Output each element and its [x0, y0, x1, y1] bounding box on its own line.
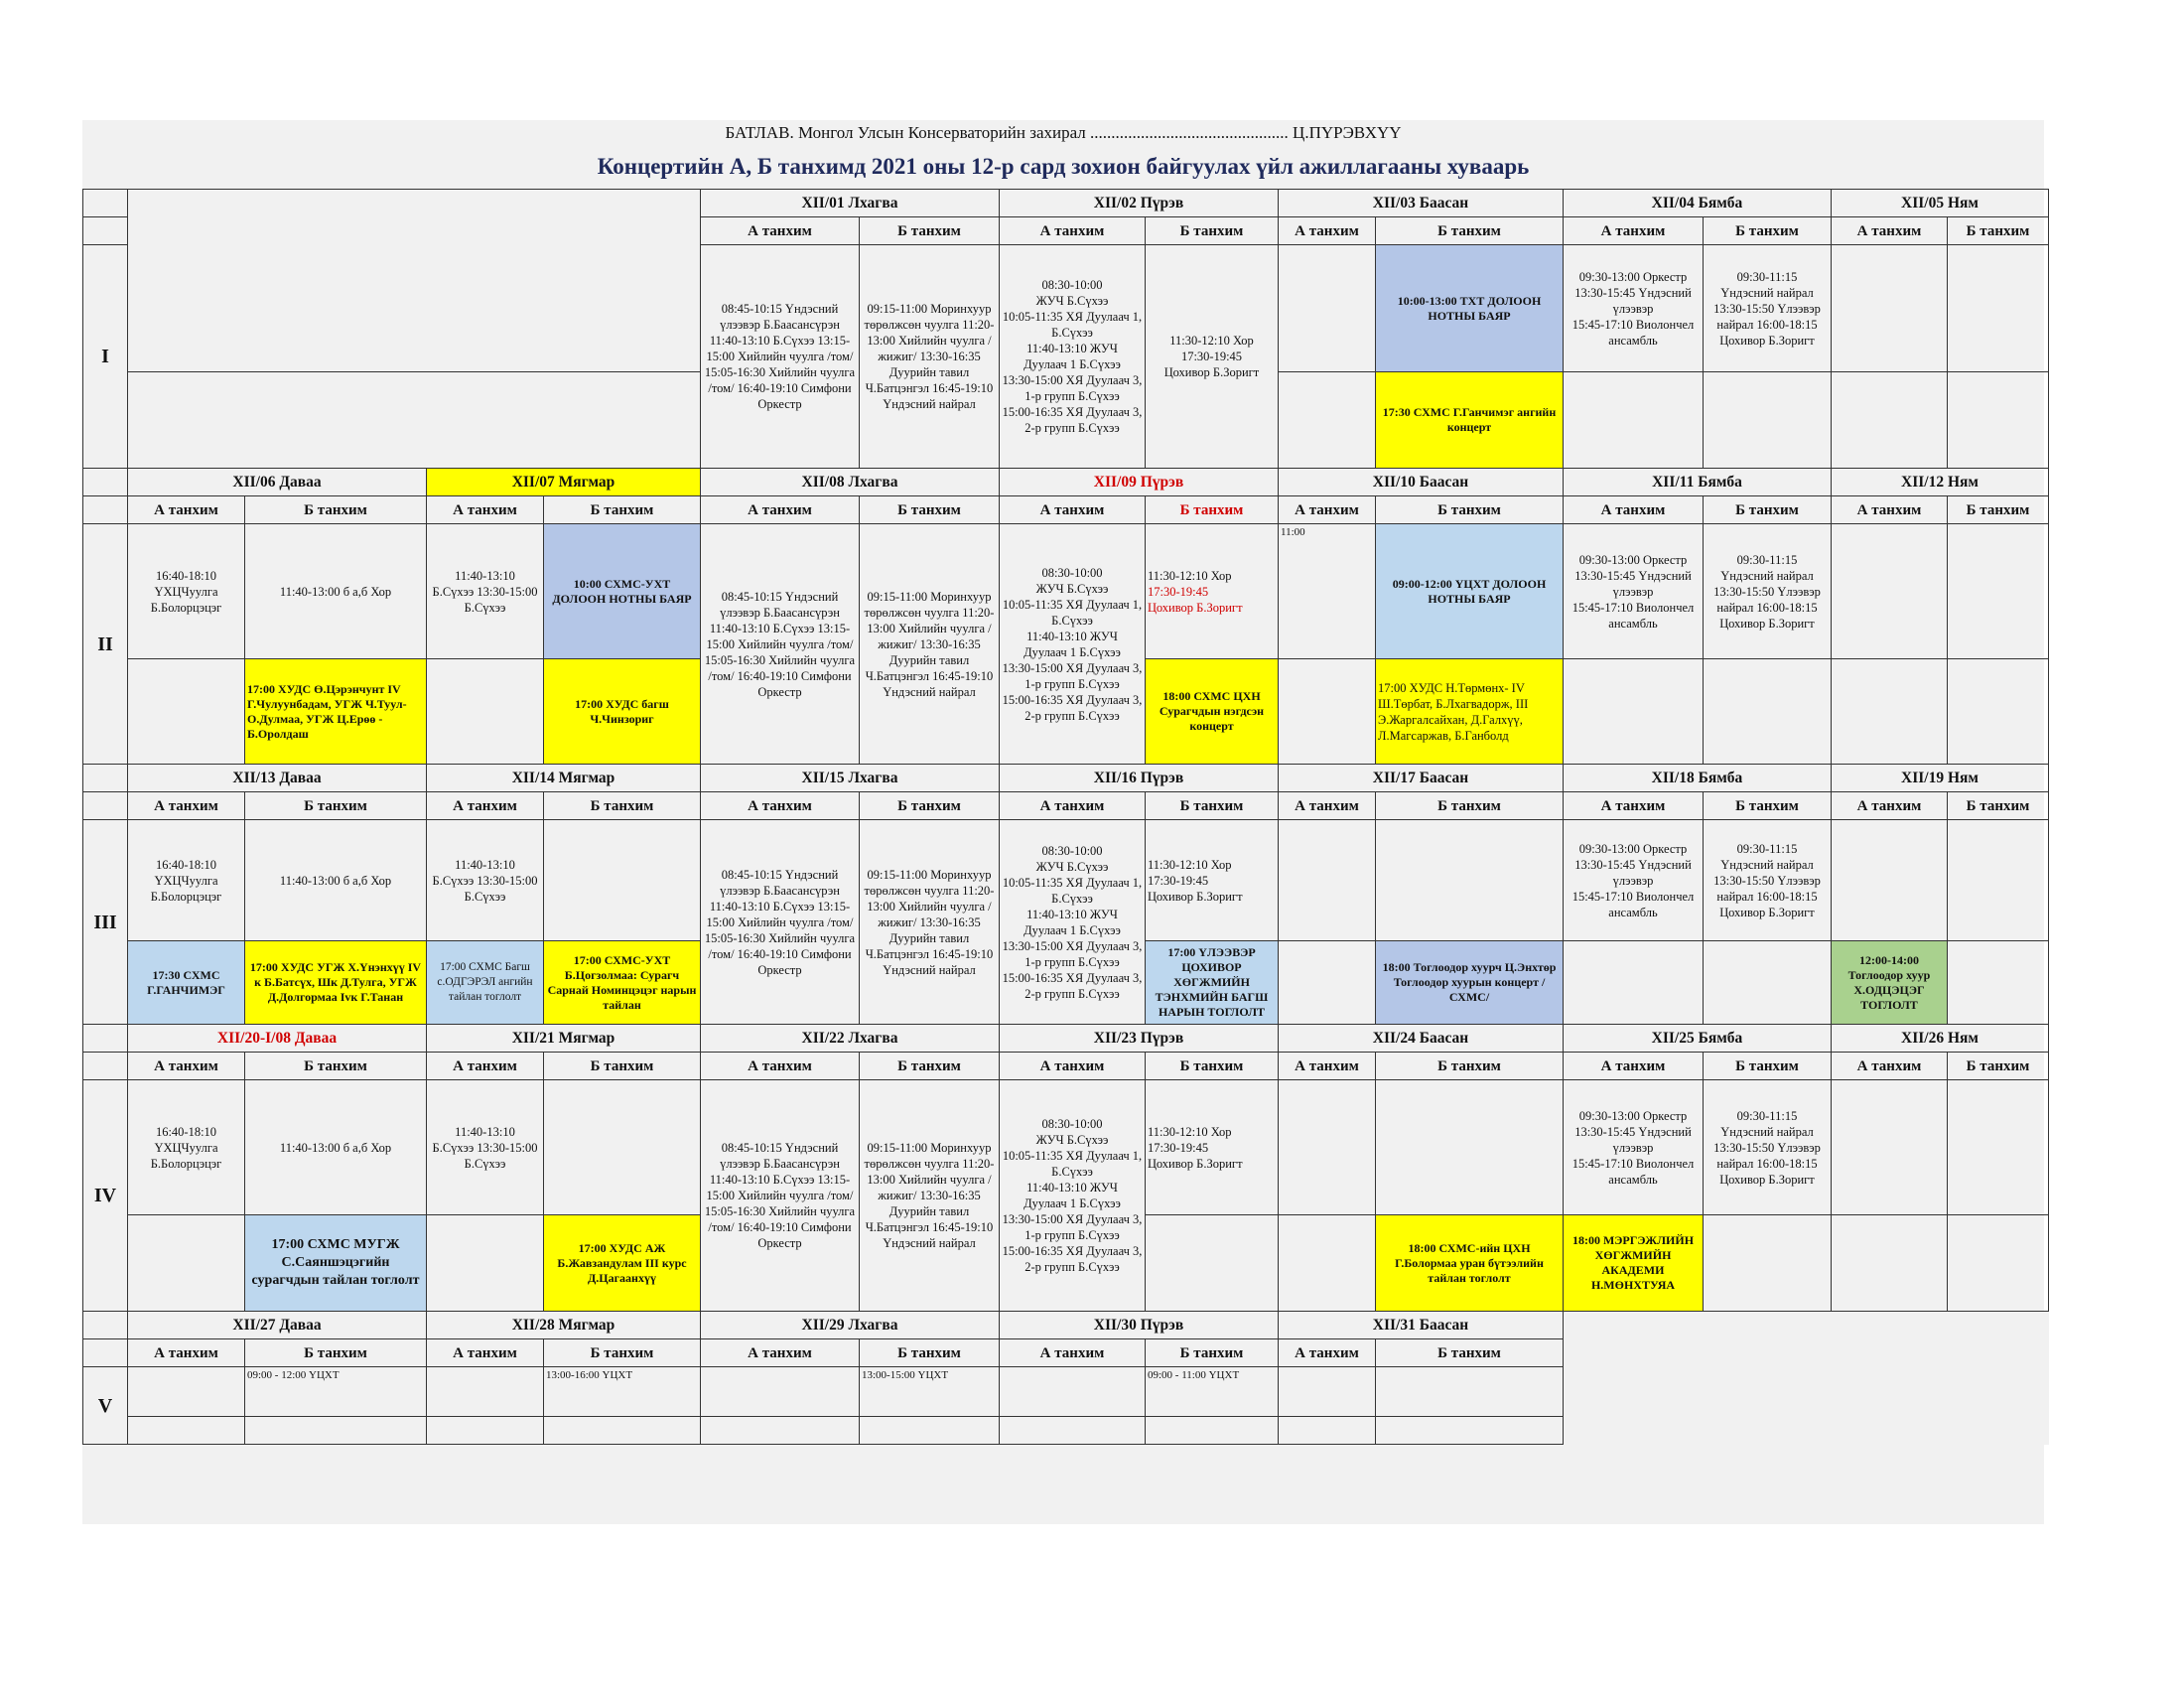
week-5-corner-2 — [83, 1339, 128, 1367]
hall-a-header: А танхим — [1564, 217, 1704, 245]
day-header: XII/20-I/08 Даваа — [128, 1025, 427, 1053]
hall-b-header: Б танхим — [245, 792, 427, 820]
hall-b-header: Б танхим — [1948, 217, 2049, 245]
schedule-cell: 09:30-13:00 Оркестр 13:30-15:45 Үндэсний үлээвэр 15:45-17:10 Виолончел ансамбль — [1564, 245, 1704, 372]
hall-b-header: Б танхим — [860, 1339, 1000, 1367]
schedule-cell: 11:40-13:10 Б.Сүхээ 13:30-15:00 Б.Сүхээ — [427, 820, 544, 941]
hall-a-header: А танхим — [427, 496, 544, 524]
day-header: XII/26 Ням — [1832, 1025, 2049, 1053]
schedule-cell — [1279, 1417, 1376, 1445]
day-header: XII/05 Ням — [1832, 190, 2049, 217]
schedule-cell — [1832, 245, 1948, 372]
week-1-corner — [83, 190, 128, 217]
schedule-cell — [1376, 1080, 1564, 1215]
hall-b-header: Б танхим — [1704, 1053, 1832, 1080]
schedule-cell: 09:15-11:00 Моринхуур төрөлжсөн чуулга 11:20-13:00 Хийлийн чуулга /жижиг/ 13:30-16:35 Дуурийн тавил Ч.Батцэнгэл 16:45-19:10 Үндэсний найрал — [860, 1080, 1000, 1312]
hall-a-header: А танхим — [1000, 1053, 1146, 1080]
hall-b-header: Б танхим — [1704, 792, 1832, 820]
day-header: XII/08 Лхагва — [701, 469, 1000, 496]
empty-area — [1564, 1312, 2049, 1445]
hall-a-header: А танхим — [1279, 1053, 1376, 1080]
hall-a-header: А танхим — [1832, 1053, 1948, 1080]
schedule-cell — [1948, 372, 2049, 469]
schedule-cell — [1704, 1215, 1832, 1312]
schedule-cell: 09:30-11:15 Үндэсний найрал 13:30-15:50 Үлээвэр найрал 16:00-18:15 Цохивор Б.Зоригт — [1704, 1080, 1832, 1215]
day-header: XII/10 Баасан — [1279, 469, 1564, 496]
hall-b-header: Б танхим — [860, 217, 1000, 245]
schedule-cell: 09:00 - 11:00 ҮЦХТ — [1146, 1367, 1279, 1417]
event-cell: 18:00 СХМС ЦХН Сурагчдын нэгдсэн концерт — [1146, 659, 1279, 765]
week-label: II — [83, 524, 128, 765]
week-4-corner — [83, 1025, 128, 1053]
schedule-cell — [128, 1215, 245, 1312]
schedule-cell — [427, 659, 544, 765]
day-header: XII/07 Мягмар — [427, 469, 701, 496]
approval-line: БАТЛАВ. Монгол Улсын Консерваторийн захирал ............................................... Ц.ПҮРЭВХҮҮ — [725, 123, 1402, 142]
schedule-cell — [544, 1080, 701, 1215]
hall-b-header: Б танхим — [544, 792, 701, 820]
schedule-cell — [1279, 245, 1376, 372]
event-cell: 17:00 ХУДС Н.Төрмөнх- IV Ш.Төрбат, Б.Лхагвадорж, III Э.Жаргалсайхан, Д.Галхүү, Л.Магсаржав, Б.Ганболд — [1376, 659, 1564, 765]
day-header: XII/09 Пүрэв — [1000, 469, 1279, 496]
schedule-cell: 16:40-18:10 ҮХЦЧуулга Б.Болорцэцэг — [128, 524, 245, 659]
day-header: XII/13 Даваа — [128, 765, 427, 792]
week-1-day-row — [83, 190, 2049, 217]
schedule-cell — [128, 1417, 245, 1445]
week-3-corner-2 — [83, 792, 128, 820]
hall-a-header: А танхим — [128, 792, 245, 820]
day-header: XII/06 Даваа — [128, 469, 427, 496]
day-header: XII/18 Бямба — [1564, 765, 1832, 792]
hall-b-header: Б танхим — [1376, 1339, 1564, 1367]
schedule-cell: 16:40-18:10 ҮХЦЧуулга Б.Болорцэцэг — [128, 820, 245, 941]
hall-b-header: Б танхим — [860, 792, 1000, 820]
day-header: XII/25 Бямба — [1564, 1025, 1832, 1053]
hall-a-header: А танхим — [128, 1339, 245, 1367]
week-4-slot-row-top — [83, 1080, 2049, 1215]
schedule-cell: 09:30-13:00 Оркестр 13:30-15:45 Үндэсний үлээвэр 15:45-17:10 Виолончел ансамбль — [1564, 1080, 1704, 1215]
week-5-corner — [83, 1312, 128, 1339]
hall-a-header: А танхим — [427, 1339, 544, 1367]
hall-a-header: А танхим — [1564, 496, 1704, 524]
hall-b-header: Б танхим — [1146, 496, 1279, 524]
schedule-cell — [1948, 1215, 2049, 1312]
schedule-cell: 08:30-10:00 ЖУЧ Б.Сүхээ 10:05-11:35 ХЯ Дуулаач 1, Б.Сүхээ 11:40-13:10 ЖУЧ Дуулаач 1 Б.Сүхээ 13:30-15:00 ХЯ Дуулаач 3, 1-р групп Б.Сүхээ 15:00-16:35 ХЯ Дуулаач 3, 2-р групп Б.Сүхээ — [1000, 1080, 1146, 1312]
schedule-cell — [1832, 524, 1948, 659]
event-cell: 17:30 СХМС Г.Ганчимэг ангийн концерт — [1376, 372, 1564, 469]
hall-a-header: А танхим — [1564, 792, 1704, 820]
event-cell: 17:00 ХУДС АЖ Б.Жавзандулам III курс Д.Цагаанхүү — [544, 1215, 701, 1312]
week-2-day-row — [83, 469, 2049, 496]
day-header: XII/31 Баасан — [1279, 1312, 1564, 1339]
hall-b-header: Б танхим — [1376, 217, 1564, 245]
schedule-cell — [1948, 524, 2049, 659]
schedule-cell: 09:30-11:15 Үндэсний найрал 13:30-15:50 Үлээвэр найрал 16:00-18:15 Цохивор Б.Зоригт — [1704, 245, 1832, 372]
schedule-cell: 08:45-10:15 Үндэсний үлээвэр Б.Баасансүрэн 11:40-13:10 Б.Сүхээ 13:15-15:00 Хийлийн чуулга /том/ 15:05-16:30 Хийлийн чуулга /том/ 16:40-19:10 Симфони Оркестр — [701, 245, 860, 469]
day-header: XII/19 Ням — [1832, 765, 2049, 792]
week-3-hall-row — [83, 792, 2049, 820]
hall-b-header: Б танхим — [1146, 1339, 1279, 1367]
hall-a-header: А танхим — [1279, 496, 1376, 524]
week-label: IV — [83, 1080, 128, 1312]
day-header: XII/14 Мягмар — [427, 765, 701, 792]
hall-a-header: А танхим — [701, 1339, 860, 1367]
week-2-corner — [83, 469, 128, 496]
schedule-cell: 08:30-10:00 ЖУЧ Б.Сүхээ 10:05-11:35 ХЯ Дуулаач 1, Б.Сүхээ 11:40-13:10 ЖУЧ Дуулаач 1 Б.Сүхээ 13:30-15:00 ХЯ Дуулаач 3, 1-р групп Б.Сүхээ 15:00-16:35 ХЯ Дуулаач 3, 2-р групп Б.Сүхээ — [1000, 820, 1146, 1025]
hall-a-header: А танхим — [701, 217, 860, 245]
schedule-cell — [1832, 1215, 1948, 1312]
hall-b-header: Б танхим — [544, 1339, 701, 1367]
schedule-cell — [427, 1367, 544, 1417]
hall-a-header: А танхим — [1000, 792, 1146, 820]
hall-b-header: Б танхим — [1376, 792, 1564, 820]
day-header: XII/23 Пүрэв — [1000, 1025, 1279, 1053]
week-2-corner-2 — [83, 496, 128, 524]
schedule-cell: 09:00 - 12:00 ҮЦХТ — [245, 1367, 427, 1417]
week-4-day-row — [83, 1025, 2049, 1053]
schedule-cell — [544, 1417, 701, 1445]
hall-b-header: Б танхим — [1704, 496, 1832, 524]
event-cell: 17:00 СХМС-УХТ Б.Цогзолмаа: Сурагч Сарнай Номинцэцэг нарын тайлан — [544, 941, 701, 1025]
schedule-cell — [1564, 372, 1704, 469]
hall-b-header: Б танхим — [1376, 1053, 1564, 1080]
schedule-cell — [1146, 1417, 1279, 1445]
schedule-cell — [1146, 524, 1279, 659]
hall-b-header: Б танхим — [1948, 496, 2049, 524]
schedule-cell: 08:45-10:15 Үндэсний үлээвэр Б.Баасансүрэн 11:40-13:10 Б.Сүхээ 13:15-15:00 Хийлийн чуулга /том/ 15:05-16:30 Хийлийн чуулга /том/ 16:40-19:10 Симфони Оркестр — [701, 1080, 860, 1312]
hall-b-header: Б танхим — [1146, 217, 1279, 245]
hall-a-header: А танхим — [1832, 217, 1948, 245]
hall-a-header: А танхим — [1832, 792, 1948, 820]
schedule-cell — [1948, 941, 2049, 1025]
schedule-cell: 11:30-12:10 Хор 17:30-19:45 Цохивор Б.Зоригт — [1146, 820, 1279, 941]
hall-b-header: Б танхим — [245, 1339, 427, 1367]
schedule-cell — [1564, 659, 1704, 765]
day-header: XII/15 Лхагва — [701, 765, 1000, 792]
day-header: XII/16 Пүрэв — [1000, 765, 1279, 792]
hall-b-header: Б танхим — [544, 496, 701, 524]
schedule-cell: 16:40-18:10 ҮХЦЧуулга Б.Болорцэцэг — [128, 1080, 245, 1215]
day-header: XII/24 Баасан — [1279, 1025, 1564, 1053]
week-3-day-row — [83, 765, 2049, 792]
day-header: XII/17 Баасан — [1279, 765, 1564, 792]
schedule-cell: 08:45-10:15 Үндэсний үлээвэр Б.Баасансүрэн 11:40-13:10 Б.Сүхээ 13:15-15:00 Хийлийн чуулга /том/ 15:05-16:30 Хийлийн чуулга /том/ 16:40-19:10 Симфони Оркестр — [701, 820, 860, 1025]
schedule-cell: 11:40-13:00 б а,б Хор — [245, 1080, 427, 1215]
hall-a-header: А танхим — [701, 1053, 860, 1080]
day-header: XII/29 Лхагва — [701, 1312, 1000, 1339]
schedule-title: Концертийн А, Б танхимд 2021 оны 12-р сард зохион байгуулах үйл ажиллагааны хуваарь — [597, 154, 1530, 179]
schedule-cell — [1376, 820, 1564, 941]
hall-b-header: Б танхим — [1376, 496, 1564, 524]
day-header: XII/12 Ням — [1832, 469, 2049, 496]
schedule-cell: 09:15-11:00 Моринхуур төрөлжсөн чуулга 11:20-13:00 Хийлийн чуулга /жижиг/ 13:30-16:35 Дуурийн тавил Ч.Батцэнгэл 16:45-19:10 Үндэсний найрал — [860, 820, 1000, 1025]
schedule-cell: 09:15-11:00 Моринхуур төрөлжсөн чуулга 11:20-13:00 Хийлийн чуулга /жижиг/ 13:30-16:35 Дуурийн тавил Ч.Батцэнгэл 16:45-19:10 Үндэсний найрал — [860, 524, 1000, 765]
schedule-cell: 11:30-12:10 Хор 17:30-19:45 Цохивор Б.Зоригт — [1146, 245, 1279, 469]
day-header: XII/22 Лхагва — [701, 1025, 1000, 1053]
schedule-cell — [1279, 372, 1376, 469]
hall-a-header: А танхим — [1000, 496, 1146, 524]
hall-b-header: Б танхим — [1704, 217, 1832, 245]
schedule-cell — [1564, 941, 1704, 1025]
hall-b-header: Б танхим — [1146, 792, 1279, 820]
schedule-cell — [1948, 1080, 2049, 1215]
event-cell: 10:00-13:00 ТХТ ДОЛООН НОТНЫ БАЯР — [1376, 245, 1564, 372]
schedule-cell — [1000, 1367, 1146, 1417]
day-header: XII/27 Даваа — [128, 1312, 427, 1339]
day-header: XII/02 Пүрэв — [1000, 190, 1279, 217]
week-2-hall-row — [83, 496, 2049, 524]
schedule-cell — [1704, 372, 1832, 469]
schedule-cell — [128, 1367, 245, 1417]
event-cell: 17:00 ХУДС Ө.Цэрэнчунт IV Г.Чулуунбадам, УГЖ Ч.Туул-О.Дулмаа, УГЖ Ц.Ерөө - Б.Оролдаш — [245, 659, 427, 765]
hall-a-header: А танхим — [128, 1053, 245, 1080]
day-header: XII/30 Пүрэв — [1000, 1312, 1279, 1339]
hall-a-header: А танхим — [1279, 217, 1376, 245]
event-cell: 17:00 ХУДС багш Ч.Чинзориг — [544, 659, 701, 765]
schedule-cell — [128, 659, 245, 765]
week-4-hall-row — [83, 1053, 2049, 1080]
event-cell: 09:00-12:00 ҮЦХТ ДОЛООН НОТНЫ БАЯР — [1376, 524, 1564, 659]
event-cell: 17:00 СХМС МУГЖ С.Саяншэцэгийн сурагчдын тайлан тоглолт — [245, 1215, 427, 1312]
schedule-cell: 09:30-13:00 Оркестр 13:30-15:45 Үндэсний үлээвэр 15:45-17:10 Виолончел ансамбль — [1564, 820, 1704, 941]
hall-b-header: Б танхим — [860, 496, 1000, 524]
schedule-cell: 09:30-11:15 Үндэсний найрал 13:30-15:50 Үлээвэр найрал 16:00-18:15 Цохивор Б.Зоригт — [1704, 524, 1832, 659]
schedule-cell — [1948, 245, 2049, 372]
day-header: XII/11 Бямба — [1564, 469, 1832, 496]
schedule-cell: 13:00-15:00 ҮЦХТ — [860, 1367, 1000, 1417]
hall-a-header: А танхим — [1564, 1053, 1704, 1080]
week-5-day-row — [83, 1312, 2049, 1339]
schedule-cell — [1279, 1080, 1376, 1215]
event-cell: 17:00 ХУДС УГЖ Х.Үнэнхүү IV к Б.Батсүх, Шк Д.Тулга, УГЖ Д.Долгормаа Ivк Г.Танан — [245, 941, 427, 1025]
event-cell: 18:00 СХМС-ийн ЦХН Г.Болормаа уран бүтээлийн тайлан тоглолт — [1376, 1215, 1564, 1312]
event-cell: 10:00 СХМС-УХТ ДОЛООН НОТНЫ БАЯР — [544, 524, 701, 659]
hall-b-header: Б танхим — [1948, 1053, 2049, 1080]
week-1-empty-block-b — [128, 372, 701, 469]
week-1-empty-block — [128, 190, 701, 372]
hall-a-header: А танхим — [128, 496, 245, 524]
event-cell: 17:00 ҮЛЭЭВЭР ЦОХИВОР ХӨГЖМИЙН ТЭНХМИЙН БАГШ НАРЫН ТОГЛОЛТ — [1146, 941, 1279, 1025]
week-1-corner-2 — [83, 217, 128, 245]
schedule-cell — [1279, 941, 1376, 1025]
week-3-corner — [83, 765, 128, 792]
day-header: XII/28 Мягмар — [427, 1312, 701, 1339]
hall-a-header: А танхим — [1279, 792, 1376, 820]
day-header: XII/04 Бямба — [1564, 190, 1832, 217]
schedule-cell — [1832, 372, 1948, 469]
hall-b-header: Б танхим — [1948, 792, 2049, 820]
purev-line-3: Цохивор Б.Зоригт — [1148, 600, 1243, 615]
schedule-cell — [1832, 1080, 1948, 1215]
schedule-cell: 09:15-11:00 Моринхуур төрөлжсөн чуулга 11:20-13:00 Хийлийн чуулга /жижиг/ 13:30-16:35 Дуурийн тавил Ч.Батцэнгэл 16:45-19:10 Үндэсний найрал — [860, 245, 1000, 469]
schedule-cell — [1376, 1417, 1564, 1445]
hall-a-header: А танхим — [1000, 217, 1146, 245]
schedule-cell: 08:45-10:15 Үндэсний үлээвэр Б.Баасансүрэн 11:40-13:10 Б.Сүхээ 13:15-15:00 Хийлийн чуулга /том/ 15:05-16:30 Хийлийн чуулга /том/ 16:40-19:10 Симфони Оркестр — [701, 524, 860, 765]
schedule-cell: 09:30-11:15 Үндэсний найрал 13:30-15:50 Үлээвэр найрал 16:00-18:15 Цохивор Б.Зоригт — [1704, 820, 1832, 941]
schedule-cell: 08:30-10:00 ЖУЧ Б.Сүхээ 10:05-11:35 ХЯ Дуулаач 1, Б.Сүхээ 11:40-13:10 ЖУЧ Дуулаач 1 Б.Сүхээ 13:30-15:00 ХЯ Дуулаач 3, 1-р групп Б.Сүхээ 15:00-16:35 ХЯ Дуулаач 3, 2-р групп Б.Сүхээ — [1000, 245, 1146, 469]
schedule-cell: 11:40-13:00 б а,б Хор — [245, 524, 427, 659]
schedule-cell — [860, 1417, 1000, 1445]
day-header: XII/21 Мягмар — [427, 1025, 701, 1053]
schedule-cell: 11:40-13:00 б а,б Хор — [245, 820, 427, 941]
schedule-cell — [427, 1417, 544, 1445]
hall-a-header: А танхим — [1000, 1339, 1146, 1367]
schedule-cell — [1832, 820, 1948, 941]
week-label: III — [83, 820, 128, 1025]
week-4-corner-2 — [83, 1053, 128, 1080]
schedule-cell — [1000, 1417, 1146, 1445]
purev-line-2: 17:30-19:45 — [1148, 584, 1209, 599]
event-cell: 12:00-14:00 Тоглоодор хуур Х.ОДЦЭЦЭГ ТОГЛОЛТ — [1832, 941, 1948, 1025]
schedule-cell — [1948, 659, 2049, 765]
schedule-cell — [1376, 1367, 1564, 1417]
schedule-cell — [701, 1417, 860, 1445]
schedule-cell: 09:30-13:00 Оркестр 13:30-15:45 Үндэсний үлээвэр 15:45-17:10 Виолончел ансамбль — [1564, 524, 1704, 659]
schedule-cell — [1948, 820, 2049, 941]
hall-b-header: Б танхим — [544, 1053, 701, 1080]
schedule-cell: 08:30-10:00 ЖУЧ Б.Сүхээ 10:05-11:35 ХЯ Дуулаач 1, Б.Сүхээ 11:40-13:10 ЖУЧ Дуулаач 1 Б.Сүхээ 13:30-15:00 ХЯ Дуулаач 3, 1-р групп Б.Сүхээ 15:00-16:35 ХЯ Дуулаач 3, 2-р групп Б.Сүхээ — [1000, 524, 1146, 765]
schedule-cell: 11:00 — [1279, 524, 1376, 659]
purev-line-1: 11:30-12:10 Хор — [1148, 568, 1232, 583]
hall-a-header: А танхим — [427, 1053, 544, 1080]
schedule-cell: 11:40-13:10 Б.Сүхээ 13:30-15:00 Б.Сүхээ — [427, 524, 544, 659]
week-label: I — [83, 245, 128, 469]
event-cell: 17:30 СХМС Г.ГАНЧИМЭГ — [128, 941, 245, 1025]
schedule-cell — [1146, 1215, 1279, 1312]
schedule-cell — [1704, 659, 1832, 765]
hall-b-header: Б танхим — [245, 1053, 427, 1080]
hall-b-header: Б танхим — [860, 1053, 1000, 1080]
event-cell: 17:00 СХМС Багш с.ОДГЭРЭЛ ангийн тайлан тоглолт — [427, 941, 544, 1025]
hall-a-header: А танхим — [427, 792, 544, 820]
hall-a-header: А танхим — [701, 496, 860, 524]
schedule-cell — [544, 820, 701, 941]
week-label: V — [83, 1367, 128, 1445]
schedule-cell — [1832, 659, 1948, 765]
event-cell: 18:00 МЭРГЭЖЛИЙН ХӨГЖМИЙН АКАДЕМИ Н.МӨНХТУЯА — [1564, 1215, 1704, 1312]
hall-b-header: Б танхим — [245, 496, 427, 524]
event-cell: 18:00 Тоглоодор хуурч Ц.Энхтөр Тоглоодор хуурын концерт /СХМС/ — [1376, 941, 1564, 1025]
schedule-table — [82, 189, 2049, 1445]
day-header: XII/03 Баасан — [1279, 190, 1564, 217]
schedule-cell — [1279, 659, 1376, 765]
hall-b-header: Б танхим — [1146, 1053, 1279, 1080]
hall-a-header: А танхим — [1832, 496, 1948, 524]
schedule-cell — [1279, 1215, 1376, 1312]
hall-a-header: А танхим — [1279, 1339, 1376, 1367]
schedule-cell: 11:30-12:10 Хор 17:30-19:45 Цохивор Б.Зоригт — [1146, 1080, 1279, 1215]
schedule-cell — [1704, 941, 1832, 1025]
schedule-cell — [701, 1367, 860, 1417]
schedule-cell: 11:40-13:10 Б.Сүхээ 13:30-15:00 Б.Сүхээ — [427, 1080, 544, 1215]
schedule-cell — [1279, 820, 1376, 941]
day-header: XII/01 Лхагва — [701, 190, 1000, 217]
hall-a-header: А танхим — [701, 792, 860, 820]
schedule-cell — [1279, 1367, 1376, 1417]
week-2-slot-row-top — [83, 524, 2049, 659]
schedule-cell — [245, 1417, 427, 1445]
week-3-slot-row-top — [83, 820, 2049, 941]
schedule-cell — [427, 1215, 544, 1312]
schedule-cell: 13:00-16:00 ҮЦХТ — [544, 1367, 701, 1417]
